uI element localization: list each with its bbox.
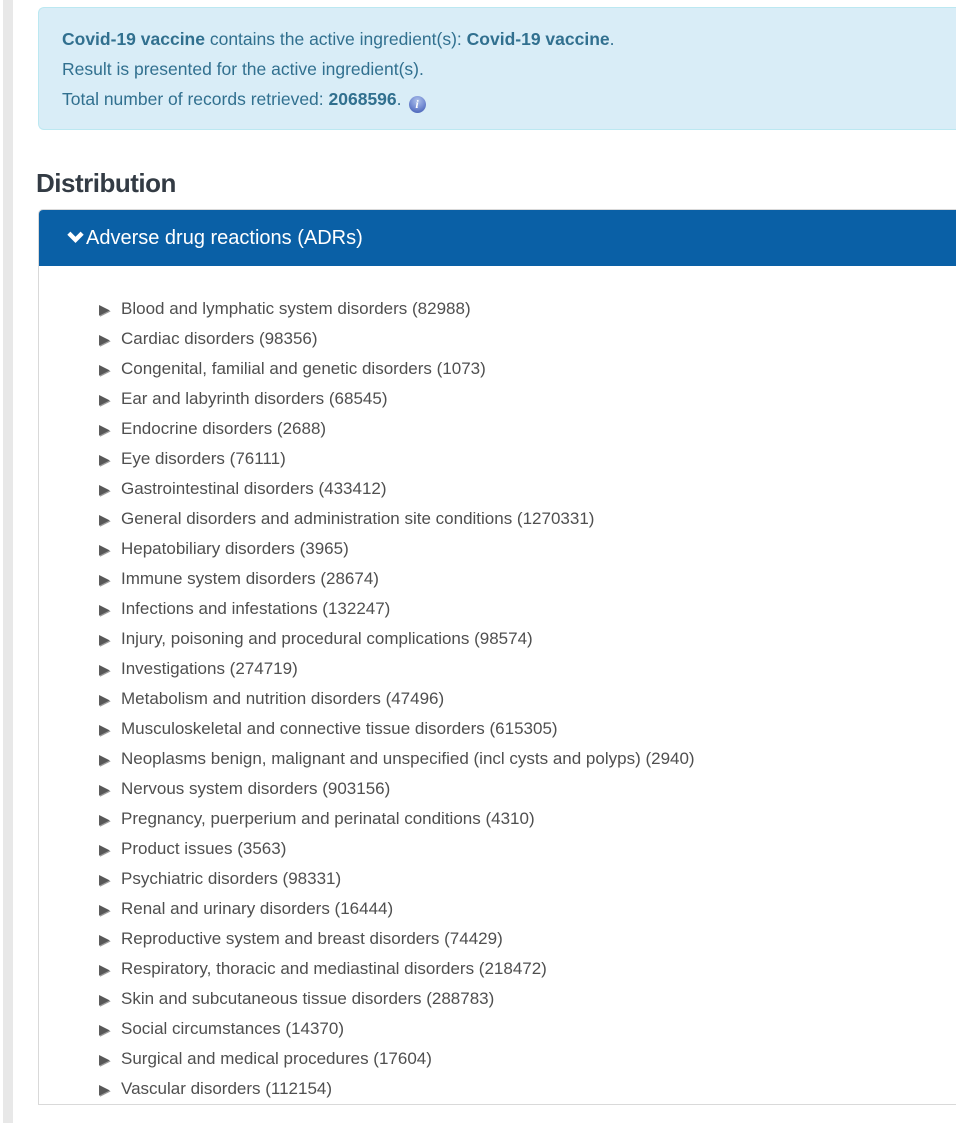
adr-list-item[interactable]: [99, 564, 956, 594]
expand-triangle-icon[interactable]: ▶: [99, 721, 110, 737]
adr-list: [39, 266, 956, 1104]
adr-item-label: Musculoskeletal and connective tissue disorders (615305): [121, 719, 558, 738]
adr-list-item[interactable]: [99, 714, 956, 744]
adr-panel: [38, 209, 956, 1105]
expand-triangle-icon[interactable]: ▶: [99, 1051, 110, 1067]
expand-triangle-icon[interactable]: ▶: [99, 541, 110, 557]
adr-list-item[interactable]: [99, 744, 956, 774]
records-period: .: [396, 89, 402, 109]
expand-triangle-icon[interactable]: ▶: [99, 1021, 110, 1037]
adr-list-item[interactable]: [99, 654, 956, 684]
expand-triangle-icon[interactable]: ▶: [99, 1081, 110, 1097]
chevron-down-icon: [66, 228, 85, 247]
expand-triangle-icon[interactable]: ▶: [99, 991, 110, 1007]
adr-list-item[interactable]: [99, 1044, 956, 1074]
adr-item-label: Immune system disorders (28674): [121, 569, 379, 588]
left-gutter: [3, 0, 13, 1123]
expand-triangle-icon[interactable]: ▶: [99, 691, 110, 707]
adr-item-label: Product issues (3563): [121, 839, 287, 858]
adr-item-label: Eye disorders (76111): [121, 449, 286, 468]
adr-item-label: Congenital, familial and genetic disorders (1073): [121, 359, 486, 378]
expand-triangle-icon[interactable]: ▶: [99, 751, 110, 767]
adr-list-item[interactable]: [99, 684, 956, 714]
expand-triangle-icon[interactable]: ▶: [99, 481, 110, 497]
adr-list-item[interactable]: [99, 624, 956, 654]
adr-panel-header[interactable]: [39, 210, 956, 266]
alert-info-box: [38, 7, 956, 130]
expand-triangle-icon[interactable]: ▶: [99, 631, 110, 647]
expand-triangle-icon[interactable]: ▶: [99, 961, 110, 977]
adr-list-item[interactable]: [99, 504, 956, 534]
expand-triangle-icon[interactable]: ▶: [99, 331, 110, 347]
expand-triangle-icon[interactable]: ▶: [99, 931, 110, 947]
adr-item-label: Nervous system disorders (903156): [121, 779, 391, 798]
expand-triangle-icon[interactable]: ▶: [99, 901, 110, 917]
adr-item-label: Renal and urinary disorders (16444): [121, 899, 394, 918]
expand-triangle-icon[interactable]: ▶: [99, 301, 110, 317]
page-title: Distribution: [36, 168, 176, 198]
alert-line-3: [62, 84, 936, 114]
adr-list-item[interactable]: [99, 1014, 956, 1044]
adr-item-label: Metabolism and nutrition disorders (47496): [121, 689, 445, 708]
expand-triangle-icon[interactable]: ▶: [99, 511, 110, 527]
alert-line-1-period: .: [609, 29, 615, 49]
adr-item-label: Psychiatric disorders (98331): [121, 869, 342, 888]
adr-list-item[interactable]: [99, 894, 956, 924]
adr-item-label: Investigations (274719): [121, 659, 298, 678]
adr-list-item[interactable]: [99, 864, 956, 894]
records-label: Total number of records retrieved:: [62, 89, 329, 109]
adr-list-item[interactable]: [99, 324, 956, 354]
adr-list-item[interactable]: [99, 804, 956, 834]
adr-item-label: Surgical and medical procedures (17604): [121, 1049, 432, 1068]
adr-item-label: Reproductive system and breast disorders (74429): [121, 929, 503, 948]
adr-list-item[interactable]: [99, 444, 956, 474]
alert-line-1: [62, 24, 936, 54]
expand-triangle-icon[interactable]: ▶: [99, 361, 110, 377]
expand-triangle-icon[interactable]: ▶: [99, 871, 110, 887]
adr-list-item[interactable]: [99, 924, 956, 954]
adr-item-label: Cardiac disorders (98356): [121, 329, 318, 348]
expand-triangle-icon[interactable]: ▶: [99, 571, 110, 587]
adr-list-item[interactable]: [99, 294, 956, 324]
adr-item-label: Blood and lymphatic system disorders (82988): [121, 299, 471, 318]
adr-list-item[interactable]: [99, 534, 956, 564]
adr-item-label: Injury, poisoning and procedural complications (98574): [121, 629, 533, 648]
records-count: 2068596: [328, 89, 397, 109]
expand-triangle-icon[interactable]: ▶: [99, 601, 110, 617]
adr-item-label: Infections and infestations (132247): [121, 599, 391, 618]
alert-line-2: Result is presented for the active ingredient(s).: [62, 59, 424, 79]
adr-panel-title: Adverse drug reactions (ADRs): [86, 227, 363, 249]
alert-line-1-text: contains the active ingredient(s):: [204, 29, 467, 49]
expand-triangle-icon[interactable]: ▶: [99, 451, 110, 467]
adr-item-label: Hepatobiliary disorders (3965): [121, 539, 349, 558]
adr-list-item[interactable]: [99, 384, 956, 414]
adr-item-label: Gastrointestinal disorders (433412): [121, 479, 387, 498]
adr-item-label: Social circumstances (14370): [121, 1019, 344, 1038]
expand-triangle-icon[interactable]: ▶: [99, 781, 110, 797]
active-ingredient-name: Covid-19 vaccine: [466, 29, 610, 49]
expand-triangle-icon[interactable]: ▶: [99, 391, 110, 407]
expand-triangle-icon[interactable]: ▶: [99, 841, 110, 857]
adr-list-item[interactable]: [99, 474, 956, 504]
expand-triangle-icon[interactable]: ▶: [99, 421, 110, 437]
main-content: [38, 0, 956, 1105]
adr-item-label: Respiratory, thoracic and mediastinal disorders (218472): [121, 959, 547, 978]
adr-item-label: Vascular disorders (112154): [121, 1079, 333, 1098]
drug-name: Covid-19 vaccine: [62, 29, 205, 49]
adr-list-item[interactable]: [99, 1074, 956, 1104]
adr-item-label: Ear and labyrinth disorders (68545): [121, 389, 388, 408]
adr-item-label: Pregnancy, puerperium and perinatal conditions (4310): [121, 809, 535, 828]
adr-list-item[interactable]: [99, 594, 956, 624]
adr-list-item[interactable]: [99, 414, 956, 444]
adr-list-item[interactable]: [99, 984, 956, 1014]
expand-triangle-icon[interactable]: ▶: [99, 661, 110, 677]
adr-item-label: General disorders and administration site conditions (1270331): [121, 509, 595, 528]
adr-list-item[interactable]: [99, 954, 956, 984]
adr-list-item[interactable]: [99, 774, 956, 804]
expand-triangle-icon[interactable]: ▶: [99, 811, 110, 827]
adr-item-label: Skin and subcutaneous tissue disorders (288783): [121, 989, 495, 1008]
adr-item-label: Neoplasms benign, malignant and unspecified (incl cysts and polyps) (2940): [121, 749, 695, 768]
adr-list-item[interactable]: [99, 354, 956, 384]
info-circle-icon[interactable]: i: [409, 96, 426, 113]
adr-list-item[interactable]: [99, 834, 956, 864]
adr-item-label: Endocrine disorders (2688): [121, 419, 327, 438]
